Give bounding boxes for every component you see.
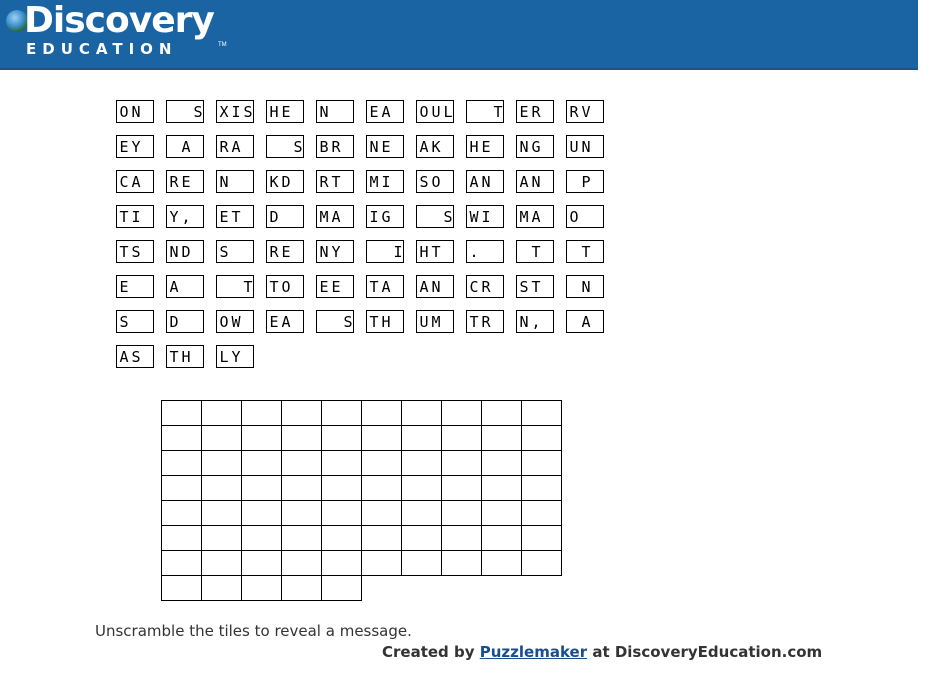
puzzlemaker-link[interactable]: Puzzlemaker — [479, 643, 588, 661]
tile-character: N — [519, 138, 529, 156]
answer-cell — [361, 475, 402, 501]
tile-character: G — [381, 208, 391, 226]
letter-tile — [116, 310, 154, 333]
letter-tile — [166, 240, 204, 263]
answer-cell — [321, 550, 362, 576]
tile-character: G — [531, 138, 541, 156]
tile-character: T — [369, 313, 379, 331]
answer-cell — [441, 425, 482, 451]
tile-character: I — [481, 208, 491, 226]
logo-subtitle: EDUCATION — [26, 40, 178, 58]
letter-tile — [216, 240, 254, 263]
tile-character: U — [569, 138, 579, 156]
answer-cell — [361, 450, 402, 476]
tile-character: A — [169, 278, 179, 296]
answer-cell — [521, 400, 562, 426]
tile-character: N — [581, 138, 591, 156]
letter-tile — [316, 170, 354, 193]
answer-cell — [241, 450, 282, 476]
letter-tile — [516, 310, 554, 333]
answer-cell — [201, 550, 242, 576]
tile-character: A — [119, 348, 129, 366]
tile-character: N — [519, 313, 529, 331]
tile-character: C — [119, 173, 129, 191]
answer-cell — [281, 475, 322, 501]
tile-character: N — [131, 103, 141, 121]
tile-character: R — [269, 243, 279, 261]
letter-tile — [466, 240, 504, 263]
tile-character: N — [169, 243, 179, 261]
answer-cell — [241, 500, 282, 526]
tile-character: O — [431, 173, 441, 191]
credit-line — [382, 643, 822, 661]
answer-cell — [161, 500, 202, 526]
answer-cell — [481, 475, 522, 501]
answer-cell — [481, 400, 522, 426]
answer-cell — [161, 475, 202, 501]
tile-character: I — [231, 103, 241, 121]
answer-cell — [281, 575, 322, 601]
tile-character: H — [469, 138, 479, 156]
letter-tile — [366, 275, 404, 298]
letter-tile — [316, 205, 354, 228]
answer-cell — [361, 550, 402, 576]
tile-character: M — [319, 208, 329, 226]
letter-tile — [416, 240, 454, 263]
letter-tile — [466, 205, 504, 228]
answer-cell — [321, 500, 362, 526]
letter-tile — [516, 100, 554, 123]
letter-tile — [366, 310, 404, 333]
tile-character: N — [531, 173, 541, 191]
tile-character: S — [343, 313, 353, 331]
tile-character: D — [169, 313, 179, 331]
letter-tile — [566, 135, 604, 158]
answer-cell — [521, 450, 562, 476]
tile-character: N — [319, 103, 329, 121]
letter-tile — [216, 275, 254, 298]
tile-character: T — [269, 278, 279, 296]
letter-tile — [216, 170, 254, 193]
tile-character: M — [519, 208, 529, 226]
answer-cell — [241, 525, 282, 551]
answer-cell — [441, 475, 482, 501]
letter-tile — [216, 205, 254, 228]
answer-cell — [441, 400, 482, 426]
letter-tile — [516, 205, 554, 228]
tile-character: T — [531, 278, 541, 296]
answer-cell — [321, 525, 362, 551]
answer-cell — [321, 425, 362, 451]
answer-cell — [281, 450, 322, 476]
letter-tile — [166, 310, 204, 333]
letter-tile — [266, 100, 304, 123]
tile-character: I — [393, 243, 403, 261]
answer-cell — [441, 550, 482, 576]
tile-character: M — [431, 313, 441, 331]
letter-tile — [416, 170, 454, 193]
tile-character: V — [581, 103, 591, 121]
letter-tile — [416, 135, 454, 158]
tile-character: E — [119, 138, 129, 156]
tile-character: B — [319, 138, 329, 156]
tile-character: A — [581, 313, 591, 331]
answer-cell — [201, 400, 242, 426]
tile-character: W — [469, 208, 479, 226]
answer-cell — [481, 525, 522, 551]
answer-cell — [201, 575, 242, 601]
letter-tile — [166, 170, 204, 193]
answer-cell — [481, 425, 522, 451]
answer-cell — [161, 575, 202, 601]
tile-character: O — [119, 103, 129, 121]
tile-character: S — [193, 103, 203, 121]
answer-cell — [521, 425, 562, 451]
letter-tile — [166, 135, 204, 158]
tile-character: K — [269, 173, 279, 191]
letter-tile — [316, 310, 354, 333]
tile-character: T — [469, 313, 479, 331]
tile-character: R — [169, 173, 179, 191]
answer-cell — [441, 450, 482, 476]
tile-character: I — [369, 208, 379, 226]
letter-tile — [116, 275, 154, 298]
answer-cell — [161, 400, 202, 426]
letter-tile — [316, 100, 354, 123]
letter-tile — [516, 240, 554, 263]
answer-cell — [161, 450, 202, 476]
letter-tile — [466, 310, 504, 333]
answer-cell — [521, 525, 562, 551]
tile-character: T — [531, 243, 541, 261]
letter-tile — [116, 345, 154, 368]
letter-tile — [466, 100, 504, 123]
answer-cell — [321, 475, 362, 501]
answer-cell — [201, 525, 242, 551]
tile-character: L — [219, 348, 229, 366]
tile-character: N — [431, 278, 441, 296]
tile-character: , — [181, 208, 191, 226]
letter-tile — [116, 170, 154, 193]
letter-tile — [266, 240, 304, 263]
answer-cell — [521, 475, 562, 501]
tile-character: A — [419, 138, 429, 156]
tile-character: S — [131, 243, 141, 261]
letter-tile — [466, 275, 504, 298]
answer-cell — [281, 525, 322, 551]
tile-character: R — [219, 138, 229, 156]
tile-character: W — [231, 313, 241, 331]
letter-tile — [166, 100, 204, 123]
letter-tile — [266, 170, 304, 193]
letter-tile — [416, 100, 454, 123]
answer-cell — [401, 475, 442, 501]
answer-cell — [321, 450, 362, 476]
answer-cell — [361, 400, 402, 426]
tile-character: S — [119, 313, 129, 331]
letter-tile — [566, 170, 604, 193]
answer-cell — [241, 575, 282, 601]
tile-character: S — [293, 138, 303, 156]
tile-character: A — [381, 103, 391, 121]
letter-tile — [166, 345, 204, 368]
answer-cell — [281, 400, 322, 426]
tile-character: C — [469, 278, 479, 296]
answer-cell — [481, 500, 522, 526]
tile-character: R — [481, 313, 491, 331]
tile-character: E — [181, 173, 191, 191]
answer-cell — [441, 500, 482, 526]
answer-cell — [481, 450, 522, 476]
letter-tile — [316, 240, 354, 263]
letter-tile — [116, 100, 154, 123]
tile-character: E — [269, 313, 279, 331]
answer-cell — [281, 425, 322, 451]
letter-tile — [216, 100, 254, 123]
answer-cell — [521, 550, 562, 576]
answer-cell — [401, 400, 442, 426]
letter-tile — [216, 310, 254, 333]
letter-tile — [516, 275, 554, 298]
letter-tile — [216, 345, 254, 368]
letter-tile — [216, 135, 254, 158]
letter-tile — [466, 170, 504, 193]
tile-character: E — [219, 208, 229, 226]
answer-cell — [201, 500, 242, 526]
answer-cell — [281, 550, 322, 576]
letter-tile — [366, 170, 404, 193]
tile-character: S — [519, 278, 529, 296]
tile-character: U — [431, 103, 441, 121]
letter-tile — [366, 135, 404, 158]
answer-cell — [321, 400, 362, 426]
tile-character: Y — [169, 208, 179, 226]
letter-tile — [366, 240, 404, 263]
tile-character: E — [281, 243, 291, 261]
tile-character: U — [419, 313, 429, 331]
tile-character: R — [481, 278, 491, 296]
tile-character: R — [331, 138, 341, 156]
tile-character: N — [219, 173, 229, 191]
tile-character: H — [381, 313, 391, 331]
letter-tile — [566, 205, 604, 228]
tile-character: O — [569, 208, 579, 226]
tile-character: N — [369, 138, 379, 156]
letter-tile — [466, 135, 504, 158]
letter-tile — [316, 135, 354, 158]
letter-tile — [266, 310, 304, 333]
answer-cell — [161, 525, 202, 551]
answer-cell — [241, 550, 282, 576]
tile-character: . — [469, 243, 479, 261]
tile-character: E — [119, 278, 129, 296]
answer-cell — [401, 500, 442, 526]
tile-character: E — [319, 278, 329, 296]
tile-character: E — [369, 103, 379, 121]
answer-cell — [401, 450, 442, 476]
tile-character: D — [281, 173, 291, 191]
letter-tile — [116, 205, 154, 228]
tile-character: R — [531, 103, 541, 121]
tile-character: M — [369, 173, 379, 191]
letter-tile — [166, 275, 204, 298]
letter-tile — [416, 275, 454, 298]
letter-tile — [116, 240, 154, 263]
credit-suffix: at DiscoveryEducation.com — [587, 643, 823, 661]
letter-tile — [266, 135, 304, 158]
answer-cell — [401, 425, 442, 451]
tile-character: T — [369, 278, 379, 296]
tile-character: T — [119, 243, 129, 261]
tile-character: A — [419, 278, 429, 296]
tile-character: A — [281, 313, 291, 331]
logo-wordmark: Discovery — [24, 0, 214, 41]
tile-character: Y — [131, 138, 141, 156]
tile-character: H — [269, 103, 279, 121]
tile-character: D — [269, 208, 279, 226]
instructions-text: Unscramble the tiles to reveal a message. — [95, 622, 412, 640]
tile-character: N — [319, 243, 329, 261]
tile-character: K — [431, 138, 441, 156]
tile-character: A — [231, 138, 241, 156]
letter-tile — [566, 240, 604, 263]
letter-tile — [366, 100, 404, 123]
tile-character: T — [581, 243, 591, 261]
tile-character: S — [219, 243, 229, 261]
tile-character: T — [169, 348, 179, 366]
tile-character: A — [519, 173, 529, 191]
tile-character: X — [219, 103, 229, 121]
answer-cell — [401, 525, 442, 551]
tile-character: Y — [331, 243, 341, 261]
tile-character: S — [419, 173, 429, 191]
tile-character: E — [281, 103, 291, 121]
tile-character: A — [131, 173, 141, 191]
letter-tile — [416, 310, 454, 333]
tile-character: T — [119, 208, 129, 226]
tile-character: H — [181, 348, 191, 366]
answer-cell — [361, 425, 402, 451]
answer-cell — [241, 475, 282, 501]
tile-character: I — [131, 208, 141, 226]
tile-character: T — [493, 103, 503, 121]
tile-character: O — [219, 313, 229, 331]
tile-character: E — [519, 103, 529, 121]
tile-character: R — [319, 173, 329, 191]
answer-cell — [321, 575, 362, 601]
answer-cell — [201, 425, 242, 451]
tile-character: T — [231, 208, 241, 226]
letter-tile — [366, 205, 404, 228]
answer-cell — [161, 550, 202, 576]
tile-character: A — [469, 173, 479, 191]
tile-character: O — [419, 103, 429, 121]
answer-cell — [201, 450, 242, 476]
tile-character: D — [181, 243, 191, 261]
letter-tile — [516, 135, 554, 158]
letter-tile — [116, 135, 154, 158]
tile-character: S — [131, 348, 141, 366]
tile-character: P — [581, 173, 591, 191]
answer-cell — [481, 550, 522, 576]
tile-character: T — [431, 243, 441, 261]
tile-character: A — [331, 208, 341, 226]
credit-prefix: Created by — [382, 643, 480, 661]
tile-character: T — [331, 173, 341, 191]
answer-cell — [441, 525, 482, 551]
answer-cell — [361, 525, 402, 551]
letter-tile — [516, 170, 554, 193]
logo-trademark: TM — [218, 42, 227, 48]
letter-tile — [316, 275, 354, 298]
tile-character: , — [531, 313, 541, 331]
tile-character: E — [331, 278, 341, 296]
tile-character: E — [481, 138, 491, 156]
letter-tile — [416, 205, 454, 228]
answer-cell — [521, 500, 562, 526]
answer-cell — [401, 550, 442, 576]
answer-cell — [241, 400, 282, 426]
tile-character: A — [181, 138, 191, 156]
letter-tile — [566, 310, 604, 333]
letter-tile — [566, 275, 604, 298]
tile-character: E — [381, 138, 391, 156]
answer-cell — [161, 425, 202, 451]
tile-character: I — [381, 173, 391, 191]
answer-cell — [361, 500, 402, 526]
tile-character: A — [381, 278, 391, 296]
tile-character: H — [419, 243, 429, 261]
tile-character: R — [569, 103, 579, 121]
tile-character: Y — [231, 348, 241, 366]
tile-character: S — [243, 103, 253, 121]
letter-tile — [166, 205, 204, 228]
tile-character: N — [581, 278, 591, 296]
tile-character: A — [531, 208, 541, 226]
tile-character: T — [243, 278, 253, 296]
tile-character: S — [443, 208, 453, 226]
letter-tile — [266, 275, 304, 298]
answer-cell — [201, 475, 242, 501]
letter-tile — [566, 100, 604, 123]
tile-character: N — [481, 173, 491, 191]
answer-cell — [281, 500, 322, 526]
tile-character: O — [281, 278, 291, 296]
letter-tile — [266, 205, 304, 228]
answer-cell — [241, 425, 282, 451]
tile-character: L — [443, 103, 453, 121]
